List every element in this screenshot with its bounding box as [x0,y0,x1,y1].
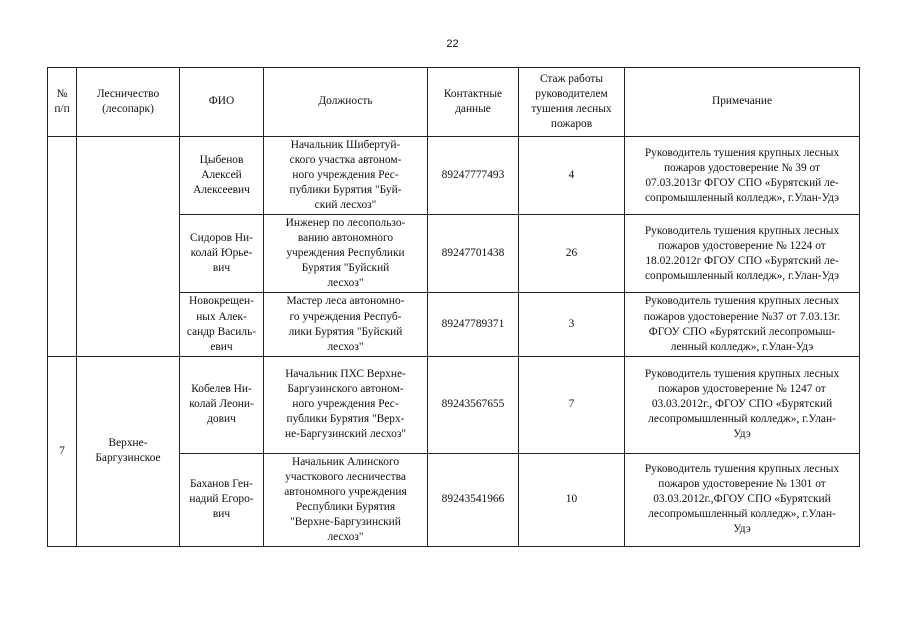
cell-experience: 26 [519,215,625,293]
header-num: № п/п [48,68,77,137]
cell-position: Инженер по лесопользо- ванию автономного учреждения Республики Бурятия "Буйский лесхоз" [264,215,428,293]
cell-note: Руководитель тушения крупных лесных пожаров удостоверение №37 от 7.03.13г. ФГОУ СПО «Бурятский лесопромыш- ленный колледж», г.Улан-Удэ [625,293,860,356]
table-header-row [48,68,860,137]
cell-fio: Баханов Ген- надий Егоро- вич [180,453,264,546]
cell-position: Начальник Алинского участкового лесничества автономного учреждения Республики Бурятия "Верхне-Баргузинский лесхоз" [264,453,428,546]
cell-contact: 89243567655 [428,356,519,453]
cell-num: 7 [48,356,77,546]
cell-note: Руководитель тушения крупных лесных пожаров удостоверение № 1247 от 03.03.2012г., ФГОУ СПО «Бурятский лесопромышленный колледж», г.Улан- Удэ [625,356,860,453]
header-position: Должность [264,68,428,137]
cell-note: Руководитель тушения крупных лесных пожаров удостоверение № 1301 от 03.03.2012г.,ФГОУ СПО «Бурятский лесопромышленный колледж», г.Улан- Удэ [625,453,860,546]
cell-num [48,137,77,357]
cell-note: Руководитель тушения крупных лесных пожаров удостоверение № 39 от 07.03.2013г ФГОУ СПО «Бурятский ле- сопромышленный колледж», г.Улан-Удэ [625,137,860,215]
cell-forestry [77,137,180,357]
cell-position: Начальник ПХС Верхне- Баргузинского автоном- ного учреждения Рес- публики Бурятия "Верх- не-Баргузинский лесхоз" [264,356,428,453]
cell-contact: 89247777493 [428,137,519,215]
cell-note: Руководитель тушения крупных лесных пожаров удостоверение № 1224 от 18.02.2012г ФГОУ СПО «Бурятский ле- сопромышленный колледж», г.Улан-Удэ [625,215,860,293]
cell-contact: 89243541966 [428,453,519,546]
header-forestry: Лесничество (лесопарк) [77,68,180,137]
cell-fio: Кобелев Ни- колай Леони- дович [180,356,264,453]
cell-contact: 89247701438 [428,215,519,293]
table-row [48,137,860,215]
header-experience: Стаж работы руководителем тушения лесных пожаров [519,68,625,137]
cell-position: Мастер леса автономно- го учреждения Респуб- лики Бурятия "Буйский лесхоз" [264,293,428,356]
cell-position: Начальник Шибертуй- ского участка автоном- ного учреждения Рес- публики Бурятия "Буй- ский лесхоз" [264,137,428,215]
cell-experience: 3 [519,293,625,356]
header-contacts: Контактные данные [428,68,519,137]
firefighting-leaders-table [47,67,860,547]
cell-forestry: Верхне- Баргузинское [77,356,180,546]
header-fio: ФИО [180,68,264,137]
header-note: Примечание [625,68,860,137]
cell-experience: 10 [519,453,625,546]
table-row [48,356,860,453]
cell-experience: 4 [519,137,625,215]
cell-fio: Цыбенов Алексей Алексеевич [180,137,264,215]
cell-contact: 89247789371 [428,293,519,356]
cell-experience: 7 [519,356,625,453]
cell-fio: Новокрещен- ных Алек- сандр Василь- евич [180,293,264,356]
cell-fio: Сидоров Ни- колай Юрье- вич [180,215,264,293]
page-number: 22 [446,38,459,50]
